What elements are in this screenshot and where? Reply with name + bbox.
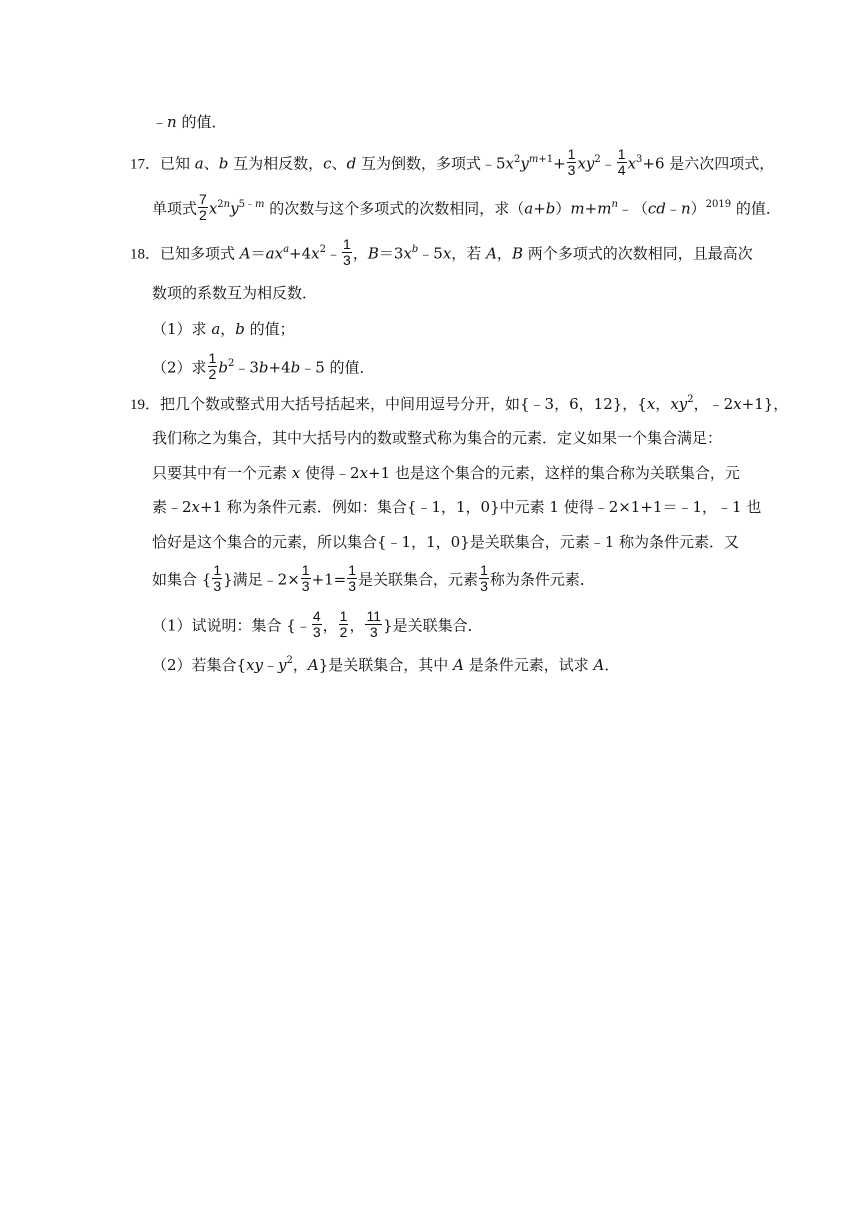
fraction-one-third: $\frac{1}{3}$	[567, 146, 576, 178]
q19-line6: 如集合 { $\frac{1}{3}$ }满足﹣2× $\frac{1}{3}$ +1= $\frac{1}{3}$ 是关联集合，元素 $\frac{1}{3}$ 称为条件元素．	[152, 562, 595, 594]
q18-line1: 18．已知多项式 $A=ax^a+4x^2﹣$ $\frac{1}{3}$ ，$B=3x^b﹣5x$，若 A，B 两个多项式的次数相同，且最高次	[130, 236, 753, 268]
q17-line1: 17．已知 a、b 互为相反数，c、d 互为倒数，多项式$﹣5x^2y^{m+1}+$ $\frac{1}{3}$ $xy^2﹣$ $\frac{1}{4}$ $x^3+6$ 是六次四项式，	[130, 146, 775, 178]
q17-line2: 单项式 $\frac{7}{2}$ $x^{2n}y^{5﹣m}$ 的次数与这个多项式的次数相同，求$(a+b)m+m^n﹣(cd﹣n)^{2019}$ 的值．	[152, 191, 781, 223]
q19-line2: 我们称之为集合，其中大括号内的数或整式称为集合的元素．定义如果一个集合满足：	[152, 429, 723, 447]
q19-line1: 19．把几个数或整式用大括号括起来，中间用逗号分开，如{﹣3，6，12}，{x，$xy^2$，﹣2x+1}，	[130, 394, 789, 413]
q19-line4: 素﹣2x+1 称为条件元素．例如：集合{﹣1，1，0}中元素 1 使得﹣2×1+1＝﹣1，﹣1 也	[152, 498, 762, 516]
fraction-one-third: $\frac{1}{3}$	[343, 236, 351, 268]
q18-part2: （2）求 $\frac{1}{2}$ $b^2﹣3b+4b﹣5$ 的值．	[152, 350, 375, 382]
q18-part1: （1）求 a，b 的值；	[152, 320, 295, 338]
fraction-four-thirds: $\frac{4}{3}$	[312, 608, 321, 640]
q19-part1: （1）试说明：集合 {﹣ $\frac{4}{3}$ ， $\frac{1}{2}$ ， $\frac{11}{3}$ }是关联集合．	[152, 608, 483, 640]
fraction-one-third: $\frac{1}{3}$	[480, 562, 488, 594]
fraction-one-third: $\frac{1}{3}$	[301, 562, 310, 594]
q19-line5: 恰好是这个集合的元素，所以集合{﹣1，1，0}是关联集合，元素﹣1 称为条件元素．又	[152, 533, 740, 551]
fraction-eleven-thirds: $\frac{11}{3}$	[366, 608, 382, 640]
q19-number: 19．	[130, 397, 161, 413]
q19-part2: （2）若集合{$xy﹣y^2$，A}是关联集合，其中 A 是条件元素，试求 A．	[152, 655, 620, 674]
q18-number: 18．	[130, 246, 161, 263]
fraction-one-fourth: $\frac{1}{4}$	[617, 146, 626, 178]
fraction-one-third: $\frac{1}{3}$	[213, 562, 222, 594]
fraction-one-half: $\frac{1}{2}$	[208, 350, 217, 382]
q19-line3: 只要其中有一个元素 x 使得﹣2x+1 也是这个集合的元素，这样的集合称为关联集合，元	[152, 464, 740, 482]
top-continuation: ﹣n 的值．	[152, 113, 227, 131]
q18-line2: 数项的系数互为相反数．	[152, 284, 318, 302]
fraction-one-third: $\frac{1}{3}$	[348, 562, 357, 594]
q17-number: 17．	[130, 156, 161, 173]
fraction-seven-halves: $\frac{7}{2}$	[199, 191, 207, 223]
fraction-one-half: $\frac{1}{2}$	[339, 608, 348, 640]
